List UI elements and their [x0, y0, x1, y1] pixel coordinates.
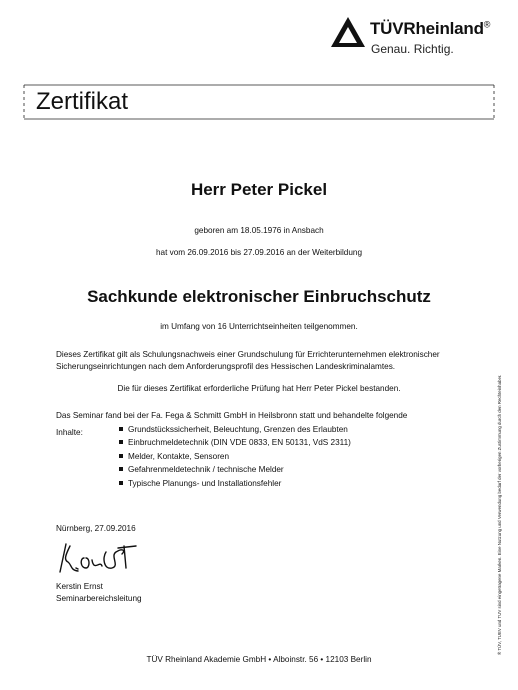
course-title: Sachkunde elektronischer Einbruchschutz	[87, 287, 431, 306]
logo-brand: TÜVRheinland®	[370, 19, 491, 38]
period-line: hat vom 26.09.2016 bis 27.09.2016 an der Weiterbildung	[155, 248, 363, 257]
certificate-heading-box	[22, 84, 496, 120]
list-item: Melder, Kontakte, Sensoren	[119, 450, 351, 463]
logo-slogan: Genau. Richtig.	[371, 42, 454, 56]
birth-line: geboren am 18.05.1976 in Ansbach	[194, 226, 324, 235]
validity-paragraph	[56, 349, 496, 372]
contents-list	[119, 423, 351, 490]
validity-line-2: Sicherungseinrichtungen nach dem Anforderungsprofil des Hessischen Landeskriminalamtes.	[56, 361, 396, 371]
bullet-icon	[119, 467, 123, 471]
signer-block	[56, 581, 142, 604]
recipient-name: Herr Peter Pickel	[190, 180, 328, 199]
place-date: Nürnberg, 27.09.2016	[56, 524, 136, 533]
signer-role: Seminarbereichsleitung	[56, 593, 142, 603]
tuv-triangle-logo-icon	[330, 16, 366, 48]
margin-note	[497, 374, 505, 656]
list-item: Gefahrenmeldetechnik / technische Melder	[119, 463, 351, 476]
certificate-heading: Zertifikat	[36, 88, 129, 115]
contents-label: Inhalte:	[56, 428, 83, 437]
signer-name: Kerstin Ernst	[56, 582, 103, 591]
list-item: Typische Planungs- und Installationsfehler	[119, 477, 351, 490]
bullet-icon	[119, 427, 123, 431]
scope-line: im Umfang von 16 Unterrichtseinheiten teilgenommen.	[160, 322, 358, 331]
list-item: Einbruchmeldetechnik (DIN VDE 0833, EN 50131, VdS 2311)	[119, 436, 351, 449]
exam-line: Die für dieses Zertifikat erforderliche Prüfung hat Herr Peter Pickel bestanden.	[117, 384, 401, 393]
signature	[56, 538, 146, 576]
bullet-icon	[119, 440, 123, 444]
margin-note-text: ® TÜV, TUEV und TUV sind eingetragene Marken. Eine Nutzung und Verwendung bedarf der vorherigen Zustimmung durch den Rechteinhaber.	[497, 374, 502, 655]
footer-address: TÜV Rheinland Akademie GmbH • Alboinstr. 56 • 12103 Berlin	[146, 655, 372, 664]
seminar-line: Das Seminar fand bei der Fa. Fega & Schmitt GmbH in Heilsbronn statt und behandelte folgende	[56, 411, 408, 420]
tuv-logo	[330, 14, 510, 60]
bullet-icon	[119, 481, 123, 485]
bullet-icon	[119, 454, 123, 458]
validity-line-1: Dieses Zertifikat gilt als Schulungsnachweis einer Grundschulung für Errichterunternehmen elektronischer	[56, 350, 440, 359]
list-item: Grundstückssicherheit, Beleuchtung, Grenzen des Erlaubten	[119, 423, 351, 436]
